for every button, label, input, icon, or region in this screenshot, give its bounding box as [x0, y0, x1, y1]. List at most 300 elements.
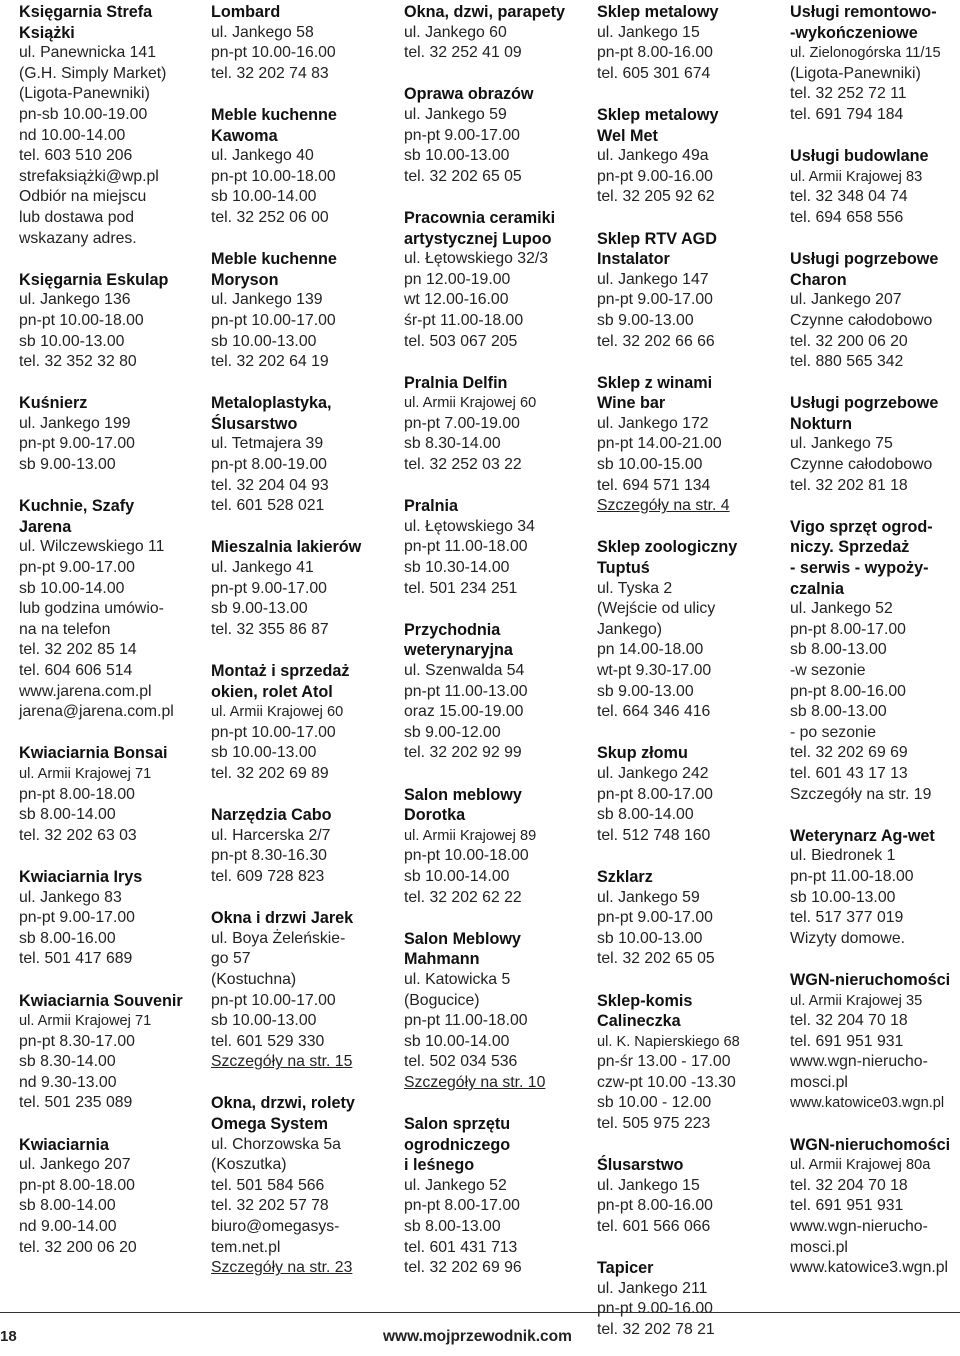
- details-page-link[interactable]: Szczegóły na str. 23: [211, 1259, 353, 1277]
- entry-phone: tel. 32 202 69 69: [790, 744, 908, 762]
- entry-detail: pn-pt 9.00-17.00: [404, 126, 520, 144]
- directory-entry: [211, 393, 399, 517]
- directory-entry: [597, 373, 785, 517]
- entry-title: i leśnego: [404, 1156, 475, 1175]
- directory-entry: [597, 537, 785, 722]
- entry-title: Tuptuś: [597, 559, 650, 578]
- entry-phone: tel. 32 202 85 14: [19, 641, 137, 659]
- entry-address: ul. Harcerska 2/7: [211, 826, 331, 844]
- entry-detail: pn-pt 9.00-17.00: [597, 909, 713, 927]
- entry-detail: mosci.pl: [790, 1073, 848, 1091]
- entry-address: ul. Jankego 15: [597, 1176, 700, 1194]
- entry-detail: sb 9.00-12.00: [404, 723, 501, 741]
- entry-title: Calineczka: [597, 1012, 681, 1031]
- entry-title: czalnia: [790, 579, 844, 598]
- directory-entry: [404, 496, 592, 599]
- entry-address: ul. Jankego 59: [404, 105, 507, 123]
- entry-phone: tel. 32 202 57 78: [211, 1197, 329, 1215]
- entry-address: ul. Wilczewskiego 11: [19, 538, 165, 556]
- entry-title: weterynaryjna: [404, 641, 513, 660]
- entry-detail: śr-pt 11.00-18.00: [404, 311, 524, 329]
- entry-title: Omega System: [211, 1115, 328, 1134]
- directory-entry: [19, 270, 207, 373]
- entry-detail: Czynne całodobowo: [790, 311, 933, 329]
- entry-title: Dorotka: [404, 806, 466, 825]
- entry-detail: sb 10.00-13.00: [211, 332, 317, 350]
- entry-title: Skup złomu: [597, 744, 688, 763]
- directory-entry: [19, 2, 207, 249]
- entry-detail: pn-pt 7.00-19.00: [404, 414, 520, 432]
- entry-phone: tel. 32 202 63 03: [19, 826, 137, 844]
- entry-phone: tel. 32 348 04 74: [790, 188, 908, 206]
- entry-address: ul. Łętowskiego 32/3: [404, 250, 549, 268]
- entry-title: Usługi budowlane: [790, 147, 929, 166]
- entry-title: artystycznej Lupoo: [404, 229, 552, 248]
- entry-detail: sb 8.30-14.00: [404, 435, 501, 453]
- entry-detail: pn-pt 9.00-16.00: [597, 1300, 713, 1318]
- entry-detail: go 57: [211, 950, 251, 968]
- entry-address: ul. Jankego 75: [790, 435, 893, 453]
- entry-title: Pralnia: [404, 497, 458, 516]
- directory-entry: [19, 867, 207, 970]
- directory-entry: [790, 826, 960, 950]
- entry-address: ul. Armii Krajowej 60: [211, 704, 344, 721]
- directory-entry: [404, 2, 592, 64]
- entry-title: Narzędzia Cabo: [211, 806, 332, 825]
- entry-phone: tel. 502 034 536: [404, 1053, 518, 1071]
- entry-title: Usługi remontowo-: [790, 3, 937, 21]
- entry-phone: tel. 32 204 70 18: [790, 1176, 908, 1194]
- entry-detail: sb 8.00-16.00: [19, 929, 116, 947]
- entry-phone: tel. 501 584 566: [211, 1176, 325, 1194]
- entry-detail: pn-pt 8.00-17.00: [790, 620, 906, 638]
- directory-entry: [404, 785, 592, 909]
- entry-phone: tel. 32 352 32 80: [19, 353, 137, 371]
- entry-detail: - po sezonie: [790, 723, 877, 741]
- entry-phone: tel. 501 234 251: [404, 579, 518, 597]
- directory-column-4: [597, 2, 785, 1341]
- entry-detail: sb 10.00-13.00: [211, 744, 317, 762]
- entry-phone: tel. 601 43 17 13: [790, 764, 908, 782]
- entry-detail: pn-pt 8.00-16.00: [597, 1197, 713, 1215]
- details-page-link[interactable]: Szczegóły na str. 10: [404, 1073, 546, 1091]
- entry-phone: tel. 601 529 330: [211, 1032, 325, 1050]
- entry-phone: tel. 604 606 514: [19, 662, 133, 679]
- entry-detail: nd 10.00-14.00: [19, 126, 126, 144]
- entry-title: Salon sprzętu: [404, 1115, 511, 1134]
- entry-address: ul. K. Napierskiego 68: [597, 1033, 740, 1050]
- directory-entry: [19, 496, 207, 723]
- entry-detail: pn-pt 8.30-17.00: [19, 1032, 135, 1050]
- entry-detail: sb 10.00-13.00: [211, 1012, 317, 1030]
- directory-entry: [790, 249, 960, 373]
- entry-title: Książki: [19, 23, 75, 42]
- entry-address: ul. Zielonogórska 11/15: [790, 45, 941, 62]
- entry-address: (Wejście od ulicy: [597, 600, 716, 618]
- entry-contact-link[interactable]: www.wgn-nierucho-: [790, 1218, 928, 1236]
- entry-phone: tel. 880 565 342: [790, 353, 904, 371]
- entry-detail: sb 9.00-13.00: [597, 682, 694, 700]
- directory-entry: [404, 1114, 592, 1279]
- entry-phone: tel. 32 252 72 11: [790, 85, 907, 103]
- details-page-link[interactable]: Szczegóły na str. 15: [211, 1053, 353, 1071]
- entry-detail: pn-pt 11.00-18.00: [404, 538, 528, 556]
- entry-title: - serwis - wypoży-: [790, 559, 929, 578]
- entry-detail: sb 8.00-13.00: [404, 1218, 501, 1236]
- entry-detail: pn-pt 9.00-17.00: [597, 291, 713, 309]
- entry-phone: tel. 32 205 92 62: [597, 188, 715, 206]
- entry-address: (G.H. Simply Market): [19, 64, 167, 82]
- entry-title: -wykończeniowe: [790, 23, 918, 42]
- entry-title: Mieszalnia lakierów: [211, 538, 362, 557]
- entry-title: Instalator: [597, 250, 670, 269]
- directory-entry: [211, 1093, 399, 1278]
- entry-detail: nd 9.00-14.00: [19, 1218, 117, 1236]
- directory-entry: [597, 105, 785, 208]
- entry-phone: tel. 603 510 206: [19, 147, 133, 165]
- entry-title: Kuśnierz: [19, 394, 88, 413]
- entry-title: Kwiaciarnia Irys: [19, 867, 143, 886]
- directory-entry: [790, 517, 960, 805]
- entry-address: ul. Jankego 207: [19, 1156, 131, 1174]
- directory-entry: [211, 908, 399, 1073]
- entry-detail: pn-pt 11.00-18.00: [790, 867, 914, 885]
- entry-address: (Ligota-Panewniki): [19, 85, 150, 103]
- entry-phone: tel. 32 202 69 89: [211, 764, 329, 782]
- entry-detail: tem.net.pl: [211, 1238, 281, 1256]
- entry-detail: pn-pt 14.00-21.00: [597, 435, 722, 453]
- entry-address: ul. Tetmajera 39: [211, 435, 324, 453]
- entry-detail: pn-pt 8.00-18.00: [19, 1176, 135, 1194]
- entry-title: WGN-nieruchomości: [790, 1135, 951, 1154]
- entry-detail: pn-pt 11.00-13.00: [404, 682, 528, 700]
- directory-entry: [211, 249, 399, 373]
- entry-detail: sb 8.00-14.00: [19, 806, 116, 824]
- directory-entry: [211, 661, 399, 785]
- entry-address: ul. Jankego 40: [211, 147, 314, 165]
- entry-phone: tel. 32 202 69 96: [404, 1259, 522, 1277]
- directory-entry: [790, 970, 960, 1114]
- entry-detail: sb 10.00 - 12.00: [597, 1094, 712, 1112]
- entry-detail: sb 10.00-13.00: [597, 929, 703, 947]
- entry-address: (Ligota-Panewniki): [790, 64, 921, 82]
- entry-title: Przychodnia: [404, 620, 501, 639]
- entry-address: ul. Biedronek 1: [790, 847, 896, 865]
- entry-detail: nd 9.30-13.00: [19, 1073, 117, 1091]
- entry-phone: tel. 694 571 134: [597, 476, 711, 494]
- entry-address: ul. Jankego 41: [211, 559, 314, 577]
- entry-title: Usługi pogrzebowe: [790, 250, 939, 269]
- entry-detail: pn-pt 8.00-18.00: [19, 785, 135, 803]
- entry-phone: tel. 32 204 04 93: [211, 476, 329, 494]
- directory-entry: [597, 1155, 785, 1237]
- entry-phone: tel. 32 200 06 20: [790, 332, 908, 350]
- entry-detail: pn-pt 10.00-18.00: [19, 311, 144, 329]
- directory-entry: [211, 805, 399, 887]
- entry-phone: tel. 505 975 223: [597, 1115, 711, 1133]
- entry-address: (Bogucice): [404, 991, 480, 1009]
- entry-title: Okna, drzwi, rolety: [211, 1094, 355, 1113]
- footer-divider: [0, 1312, 960, 1313]
- entry-detail: sb 10.00-14.00: [404, 867, 510, 885]
- entry-detail: sb 10.30-14.00: [404, 559, 510, 577]
- entry-detail: pn-pt 8.00-17.00: [597, 785, 713, 803]
- entry-address: ul. Jankego 52: [404, 1176, 507, 1194]
- entry-phone: tel. 501 235 089: [19, 1094, 133, 1112]
- entry-address: ul. Szenwalda 54: [404, 662, 525, 679]
- entry-contact-link[interactable]: biuro@omegasys-: [211, 1218, 340, 1236]
- entry-phone: tel. 691 794 184: [790, 105, 904, 123]
- entry-phone: tel. 32 202 78 21: [597, 1321, 715, 1338]
- entry-title: Sklep RTV AGD: [597, 229, 717, 248]
- entry-title: Lombard: [211, 3, 281, 21]
- entry-title: Kuchnie, Szafy: [19, 497, 135, 516]
- entry-detail: pn 14.00-18.00: [597, 641, 704, 659]
- directory-entry: [790, 2, 960, 126]
- entry-detail: pn-sb 10.00-19.00: [19, 105, 148, 123]
- entry-detail: lub godzina umówio-: [19, 600, 164, 618]
- entry-address: ul. Jankego 52: [790, 600, 893, 618]
- entry-phone: tel. 32 202 92 99: [404, 744, 522, 762]
- entry-detail: pn-pt 10.00-17.00: [211, 311, 336, 329]
- entry-title: Wel Met: [597, 126, 658, 145]
- entry-title: Księgarnia Strefa: [19, 3, 153, 21]
- entry-detail: wt-pt 9.30-17.00: [597, 662, 712, 679]
- entry-detail: sb 9.00-13.00: [211, 600, 308, 618]
- entry-detail: pn-pt 10.00-18.00: [211, 167, 336, 185]
- directory-entry: [211, 105, 399, 229]
- directory-entry: [597, 2, 785, 84]
- entry-address: ul. Jankego 136: [19, 291, 131, 309]
- entry-detail: Odbiór na miejscu: [19, 188, 147, 206]
- entry-address: ul. Armii Krajowej 83: [790, 168, 923, 185]
- entry-title: Meble kuchenne: [211, 250, 337, 269]
- entry-address: ul. Łętowskiego 34: [404, 517, 535, 535]
- entry-detail: Jankego): [597, 620, 662, 638]
- entry-detail: sb 10.00-13.00: [19, 332, 125, 350]
- entry-phone: tel. 512 748 160: [597, 826, 711, 844]
- directory-entry: [404, 929, 592, 1094]
- entry-address: ul. Jankego 49a: [597, 147, 709, 165]
- entry-title: Mahmann: [404, 950, 480, 969]
- entry-detail: mosci.pl: [790, 1238, 848, 1256]
- entry-detail: pn-pt 8.00-19.00: [211, 456, 327, 474]
- entry-phone: tel. 32 202 64 19: [211, 353, 329, 371]
- entry-detail: lub dostawa pod: [19, 208, 135, 226]
- entry-address: ul. Katowicka 5: [404, 970, 511, 988]
- directory-entry: [790, 1135, 960, 1279]
- entry-detail: sb 10.00-15.00: [597, 456, 703, 474]
- entry-address: ul. Jankego 147: [597, 270, 709, 288]
- entry-title: Szklarz: [597, 867, 653, 886]
- directory-entry: [19, 991, 207, 1115]
- directory-entry: [790, 146, 960, 228]
- entry-address: ul. Tyska 2: [597, 579, 673, 597]
- directory-entry: [597, 743, 785, 846]
- directory-entry: [597, 867, 785, 970]
- entry-phone: tel. 32 202 62 22: [404, 888, 522, 906]
- entry-title: Pracownia ceramiki: [404, 208, 556, 227]
- entry-detail: oraz 15.00-19.00: [404, 703, 524, 721]
- directory-entry: [404, 84, 592, 187]
- entry-address: ul. Jankego 139: [211, 291, 323, 309]
- entry-phone: tel. 503 067 205: [404, 332, 518, 350]
- directory-column-5: [790, 2, 960, 1279]
- entry-detail: sb 8.00-14.00: [597, 806, 694, 824]
- directory-entry: [211, 537, 399, 640]
- entry-address: ul. Jankego 60: [404, 23, 507, 41]
- entry-address: ul. Jankego 211: [597, 1279, 708, 1297]
- entry-detail: sb 10.00-14.00: [19, 579, 125, 597]
- entry-detail: sb 8.00-14.00: [19, 1197, 116, 1215]
- entry-address: ul. Panewnicka 141: [19, 44, 156, 62]
- entry-phone: tel. 32 202 81 18: [790, 476, 908, 494]
- directory-entry: [597, 991, 785, 1135]
- entry-title: Charon: [790, 270, 847, 289]
- directory-column-3: [404, 2, 592, 1279]
- entry-contact-link[interactable]: www.katowice3.wgn.pl: [790, 1259, 949, 1277]
- entry-detail: pn-pt 9.00-17.00: [19, 909, 135, 927]
- entry-address: ul. Jankego 59: [597, 888, 700, 906]
- entry-address: ul. Armii Krajowej 71: [19, 765, 152, 782]
- entry-detail: sb 10.00-14.00: [211, 188, 317, 206]
- entry-address: ul. Armii Krajowej 60: [404, 395, 537, 412]
- directory-entry: [404, 373, 592, 476]
- entry-title: Księgarnia Eskulap: [19, 270, 169, 289]
- directory-entry: [404, 620, 592, 764]
- entry-title: Meble kuchenne: [211, 105, 337, 124]
- entry-phone: tel. 601 528 021: [211, 497, 325, 515]
- entry-phone: tel. 517 377 019: [790, 909, 904, 927]
- entry-detail: czw-pt 10.00 -13.30: [597, 1073, 736, 1091]
- entry-detail: Wizyty domowe.: [790, 929, 905, 947]
- entry-contact-link[interactable]: www.jarena.com.pl: [19, 682, 152, 700]
- entry-address: ul. Jankego 172: [597, 414, 709, 432]
- entry-title: Sklep metalowy: [597, 3, 719, 21]
- entry-detail: pn-pt 9.00-17.00: [19, 435, 135, 453]
- entry-phone: tel. 32 252 06 00: [211, 208, 329, 226]
- entry-contact-link[interactable]: jarena@jarena.com.pl: [19, 703, 174, 721]
- entry-address: ul. Jankego 207: [790, 291, 902, 309]
- entry-detail: pn-pt 8.00-17.00: [404, 1197, 520, 1215]
- entry-title: Kwiaciarnia Bonsai: [19, 744, 168, 763]
- entry-phone: tel. 691 951 931: [790, 1197, 904, 1215]
- entry-detail: pn-pt 10.00-16.00: [211, 44, 336, 62]
- entry-detail: sb 9.00-13.00: [597, 311, 694, 329]
- directory-column-2: [211, 2, 399, 1279]
- entry-phone: tel. 609 728 823: [211, 867, 325, 885]
- entry-title: niczy. Sprzedaż: [790, 538, 910, 557]
- directory-entry: [19, 743, 207, 846]
- entry-title: Montaż i sprzedaż: [211, 662, 350, 680]
- entry-detail: pn-pt 10.00-18.00: [404, 847, 529, 865]
- directory-entry: [790, 393, 960, 496]
- entry-address: ul. Armii Krajowej 71: [19, 1013, 152, 1030]
- entry-address: ul. Boya Żeleńskie-: [211, 929, 346, 947]
- entry-title: okien, rolet Atol: [211, 682, 333, 701]
- entry-phone: tel. 32 252 03 22: [404, 456, 522, 474]
- entry-title: Kawoma: [211, 126, 278, 145]
- entry-title: Nokturn: [790, 414, 853, 433]
- entry-address: (Koszutka): [211, 1156, 287, 1174]
- entry-phone: tel. 691 951 931: [790, 1032, 904, 1050]
- entry-detail: sb 9.00-13.00: [19, 456, 116, 474]
- entry-phone: tel. 664 346 416: [597, 703, 711, 721]
- entry-detail: wskazany adres.: [19, 229, 137, 247]
- entry-detail: pn-pt 8.00-16.00: [790, 682, 906, 700]
- entry-title: Jarena: [19, 517, 72, 536]
- entry-title: Ślusarstwo: [597, 1156, 684, 1175]
- entry-title: Pralnia Delfin: [404, 373, 508, 392]
- entry-title: Sklep zoologiczny: [597, 538, 738, 557]
- entry-detail: pn-pt 9.00-17.00: [211, 579, 327, 597]
- entry-address: ul. Jankego 15: [597, 23, 700, 41]
- entry-detail: pn-pt 8.00-16.00: [597, 44, 713, 62]
- entry-phone: tel. 32 204 70 18: [790, 1012, 908, 1030]
- entry-address: (Kostuchna): [211, 970, 297, 988]
- entry-contact-link[interactable]: www.katowice03.wgn.pl: [790, 1095, 945, 1112]
- entry-title: Vigo sprzęt ogrod-: [790, 517, 933, 536]
- entry-detail: pn-pt 8.30-16.30: [211, 847, 327, 865]
- entry-title: Moryson: [211, 270, 279, 289]
- entry-phone: tel. 501 417 689: [19, 950, 133, 968]
- details-page-link[interactable]: Szczegóły na str. 4: [597, 497, 730, 515]
- directory-entry: [19, 1135, 207, 1259]
- entry-title: Oprawa obrazów: [404, 85, 534, 104]
- entry-address: ul. Chorzowska 5a: [211, 1135, 341, 1153]
- entry-title: ogrodniczego: [404, 1135, 511, 1154]
- entry-title: Salon Meblowy: [404, 929, 521, 948]
- entry-phone: tel. 601 566 066: [597, 1218, 711, 1236]
- entry-detail: sb 8.00-13.00: [790, 641, 887, 659]
- entry-detail: na na telefon: [19, 620, 111, 638]
- entry-phone: tel. 601 431 713: [404, 1238, 518, 1256]
- directory-entry: [404, 208, 592, 352]
- entry-address: ul. Jankego 83: [19, 888, 122, 906]
- entry-phone: tel. 32 252 41 09: [404, 44, 522, 62]
- entry-address: ul. Jankego 58: [211, 23, 314, 41]
- entry-address: ul. Armii Krajowej 89: [404, 827, 537, 844]
- entry-title: Metaloplastyka,: [211, 394, 332, 413]
- entry-detail: pn-pt 10.00-17.00: [211, 723, 336, 741]
- entry-phone: tel. 32 202 66 66: [597, 332, 715, 350]
- entry-contact-link[interactable]: www.wgn-nierucho-: [790, 1053, 928, 1071]
- entry-title: Salon meblowy: [404, 785, 522, 804]
- entry-detail: pn-pt 11.00-18.00: [404, 1012, 528, 1030]
- entry-phone: tel. 694 658 556: [790, 208, 904, 226]
- entry-title: Sklep-komis: [597, 991, 693, 1010]
- entry-phone: tel. 32 202 74 83: [211, 64, 329, 82]
- entry-phone: tel. 32 200 06 20: [19, 1238, 137, 1256]
- entry-phone: tel. 32 355 86 87: [211, 620, 329, 638]
- directory-entry: [19, 393, 207, 475]
- entry-title: Kwiaciarnia: [19, 1135, 109, 1154]
- entry-address: ul. Armii Krajowej 80a: [790, 1157, 931, 1174]
- entry-address: ul. Jankego 242: [597, 764, 709, 782]
- entry-detail: pn-pt 9.00-16.00: [597, 167, 713, 185]
- entry-title: Wine bar: [597, 394, 666, 413]
- entry-title: Kwiaciarnia Souvenir: [19, 991, 183, 1010]
- entry-title: Sklep z winami: [597, 373, 713, 392]
- site-url[interactable]: www.mojprzewodnik.com: [383, 1328, 572, 1345]
- entry-title: Sklep metalowy: [597, 105, 719, 124]
- entry-detail: sb 8.00-13.00: [790, 703, 887, 721]
- entry-contact-link[interactable]: strefaksiążki@wp.pl: [19, 167, 159, 185]
- entry-detail: sb 10.00-13.00: [404, 147, 510, 165]
- entry-detail: Szczegóły na str. 19: [790, 785, 932, 803]
- entry-detail: pn-śr 13.00 - 17.00: [597, 1053, 731, 1071]
- directory-entry: [211, 2, 399, 84]
